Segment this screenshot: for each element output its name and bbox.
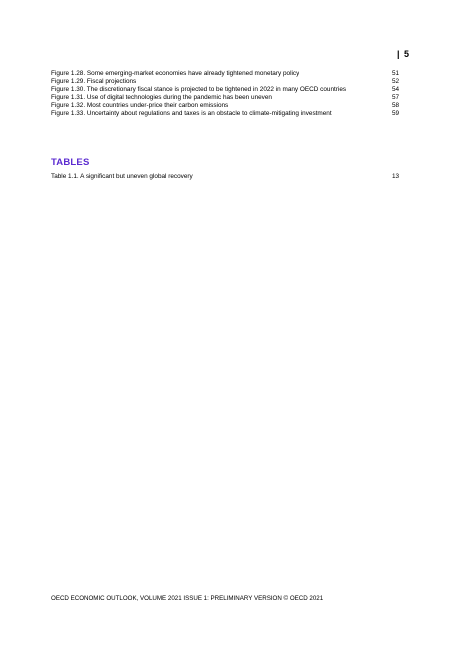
figure-entry-label: Figure 1.28. Some emerging-market economies have already tightened monetary policy xyxy=(51,70,300,77)
table-entry-page: 13 xyxy=(392,173,400,180)
figure-entry[interactable] xyxy=(51,78,406,86)
figure-entry-label: Figure 1.29. Fiscal projections xyxy=(51,77,137,85)
page-footer: OECD ECONOMIC OUTLOOK, VOLUME 2021 ISSUE 1: PRELIMINARY VERSION © OECD 2021 xyxy=(51,595,324,602)
figure-entry-label: Figure 1.30. The discretionary fiscal stance is projected to be tightened in 2022 in many OECD countries xyxy=(51,85,347,93)
page-number xyxy=(397,49,409,59)
page-number-value: 5 xyxy=(403,49,409,59)
figure-entry-page: 57 xyxy=(392,93,400,101)
figure-entry[interactable] xyxy=(51,86,406,94)
figure-entry[interactable] xyxy=(51,94,406,102)
figure-entry[interactable] xyxy=(51,102,406,110)
figure-entry-page: 58 xyxy=(392,101,400,109)
figure-entry[interactable] xyxy=(51,110,406,118)
figure-entry-label: Figure 1.31. Use of digital technologies during the pandemic has been uneven xyxy=(51,93,272,101)
figure-entry[interactable] xyxy=(51,70,406,78)
figures-list xyxy=(51,70,406,117)
figure-entry-label: Figure 1.32. Most countries under-price their carbon emissions xyxy=(51,101,229,109)
tables-heading: TABLES xyxy=(51,157,90,168)
figure-entry-page: 51 xyxy=(392,70,400,77)
figure-entry-page: 54 xyxy=(392,85,400,93)
figure-entry-page: 52 xyxy=(392,77,400,85)
table-entry-label: Table 1.1. A significant but uneven global recovery xyxy=(51,173,193,180)
table-entry[interactable] xyxy=(51,173,406,181)
tables-list xyxy=(51,173,406,181)
figure-entry-label: Figure 1.33. Uncertainty about regulations and taxes is an obstacle to climate-mitigating investment xyxy=(51,109,332,117)
figure-entry-page: 59 xyxy=(392,109,400,117)
page-number-separator: | xyxy=(396,49,400,59)
